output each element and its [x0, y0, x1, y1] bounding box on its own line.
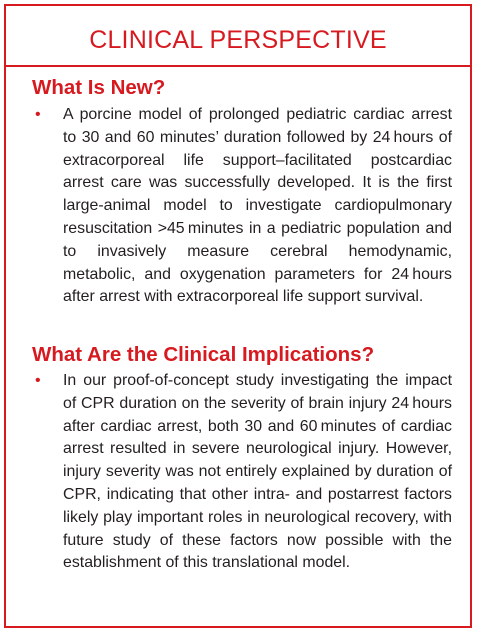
clinical-perspective-box: [4, 4, 472, 628]
bullet-icon: •: [35, 106, 41, 123]
title-divider: [6, 65, 470, 67]
bullet-icon: •: [35, 372, 41, 389]
box-title: CLINICAL PERSPECTIVE: [89, 26, 387, 54]
section-heading-what-is-new: What Is New?: [32, 76, 166, 99]
section-heading-clinical-implications: What Are the Clinical Implications?: [32, 343, 375, 366]
list-item: [32, 104, 452, 309]
list-item: [32, 370, 452, 575]
bullet-text: A porcine model of prolonged pediatric cardiac arrest to 30 and 60 minutes’ duration followed by 24 hours of extracorporeal life support–facilitated postcardiac arrest care was successfully developed. It is the first large-animal model to investigate cardiopulmonary resuscitation >45 minutes in a pediatric population and to invasively measure cerebral hemodynamic, metabolic, and oxygenation parameters for 24 hours after arrest with extracorporeal life support survival.: [63, 106, 452, 306]
bullet-text: In our proof-of-concept study investigating the impact of CPR duration on the severity of brain injury 24 hours after cardiac arrest, both 30 and 60 minutes of cardiac arrest resulted in severe neurological injury. However, injury severity was not entirely explained by duration of CPR, indicating that other intra- and postarrest factors likely play important roles in neurological recovery, with future study of these factors now possible with the establishment of this translational model.: [63, 372, 452, 572]
